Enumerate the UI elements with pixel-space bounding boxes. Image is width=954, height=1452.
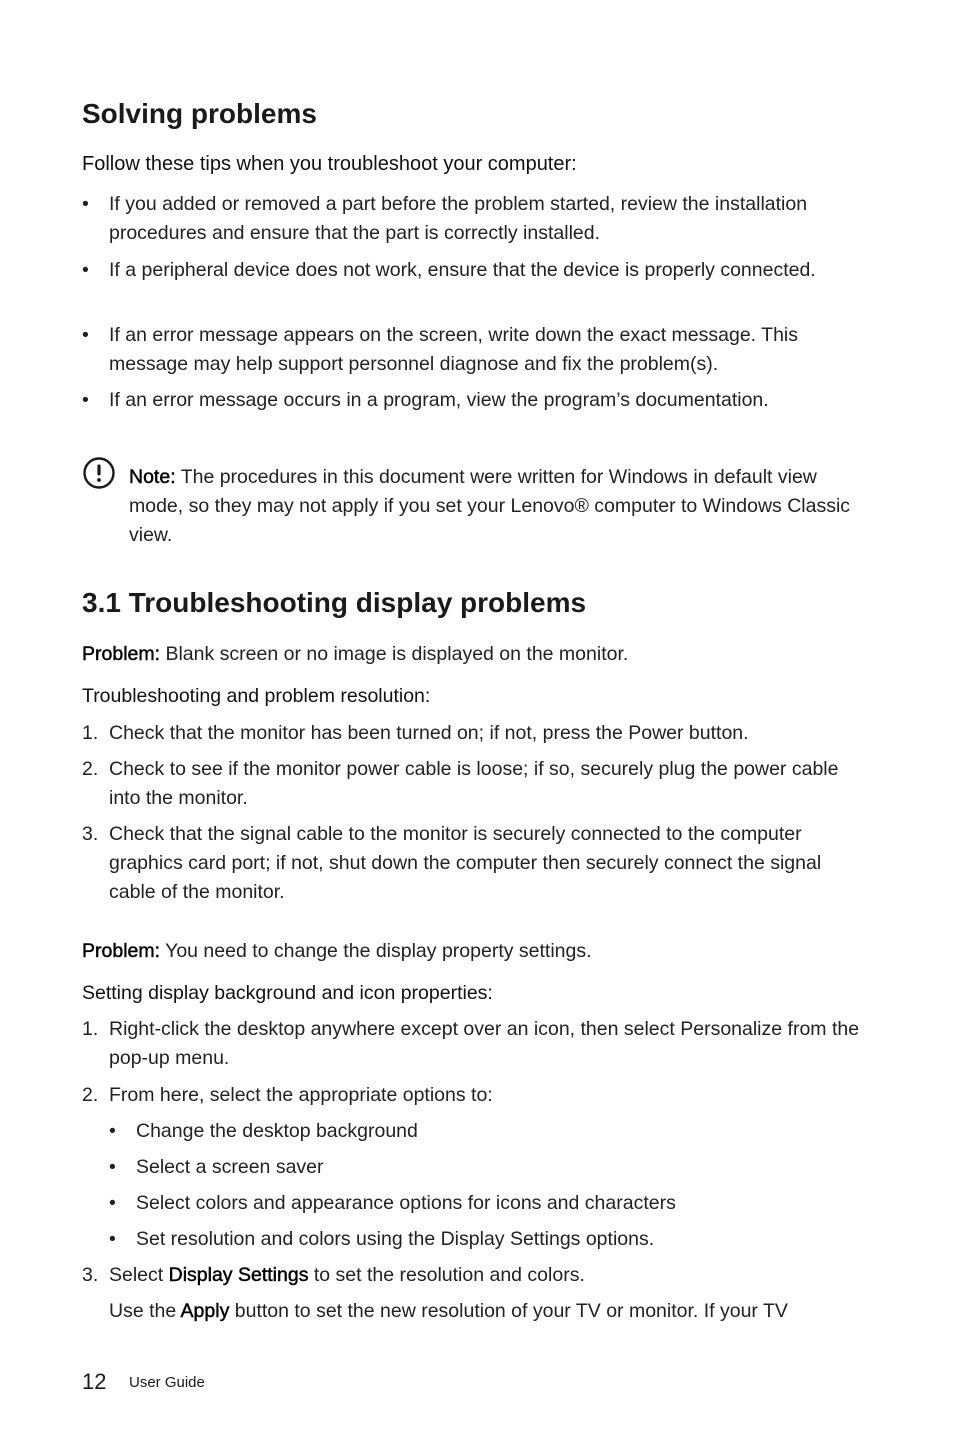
section-title: Solving problems — [82, 98, 317, 129]
tip-text: If an error message occurs in a program, view the program’s documentation. — [109, 389, 769, 411]
subsection-title: 3.1 Troubleshooting display problems — [82, 587, 587, 618]
bullet: • — [82, 193, 89, 215]
bullet: • — [82, 324, 89, 346]
option-text: Set resolution and colors using the Display Settings options. — [136, 1228, 655, 1250]
list-item — [82, 1261, 872, 1290]
tip-text: If you added or removed a part before the problem started, review the installation procedures and ensure that the part is correctly installed. — [109, 193, 808, 244]
list-item — [109, 1225, 869, 1254]
option-text: Select a screen saver — [136, 1156, 324, 1178]
list-item — [109, 1153, 869, 1182]
list-item — [109, 1189, 869, 1218]
bullet: • — [109, 1120, 116, 1142]
list-item — [109, 1117, 869, 1146]
step-number: 2. — [82, 1084, 99, 1106]
bullet: • — [109, 1228, 116, 1250]
problem-label: Problem: — [82, 643, 161, 665]
page-number: 12 — [82, 1369, 107, 1394]
step-number: 2. — [82, 758, 99, 780]
bullet: • — [109, 1192, 116, 1214]
list-item — [82, 820, 872, 907]
step3-suffix: to set the resolution and colors. — [313, 1264, 585, 1286]
note-label: Note: — [129, 466, 176, 488]
footer-label: User Guide — [129, 1374, 205, 1391]
problem-label: Problem: — [82, 940, 161, 962]
bullet: • — [109, 1156, 116, 1178]
step-text: From here, select the appropriate options to: — [109, 1084, 493, 1106]
step-number: 1. — [82, 1018, 99, 1040]
step-text: Right-click the desktop anywhere except over an icon, then select Personalize from the pop-up menu. — [109, 1018, 860, 1069]
alert-circle-icon — [82, 456, 116, 490]
option-text: Select colors and appearance options for icons and characters — [136, 1192, 676, 1214]
step3-prefix: Select — [109, 1264, 164, 1286]
step-number: 3. — [82, 1264, 99, 1286]
apply-paragraph — [109, 1297, 889, 1326]
step-text: Check to see if the monitor power cable is loose; if so, securely plug the power cable into the monitor. — [109, 758, 839, 809]
apply-prefix: Use the — [109, 1300, 177, 1322]
list-item — [82, 386, 872, 415]
settings-heading: Setting display background and icon properties: — [82, 982, 493, 1004]
note-text: The procedures in this document were written for Windows in default view mode, so they may not apply if you set your Lenovo® computer to Windows Classic view. — [129, 466, 851, 546]
bullet: • — [82, 259, 89, 281]
step-number: 1. — [82, 722, 99, 744]
step-text: Check that the signal cable to the monitor is securely connected to the computer graphics card port; if not, shut down the computer then securely connect the signal cable of the monitor. — [109, 823, 822, 903]
step-text: Check that the monitor has been turned on; if not, press the Power button. — [109, 722, 749, 744]
step-number: 3. — [82, 823, 99, 845]
tip-text: If a peripheral device does not work, ensure that the device is properly connected. — [109, 259, 816, 281]
resolution-heading: Troubleshooting and problem resolution: — [82, 685, 431, 707]
problem-2 — [82, 937, 592, 966]
option-text: Change the desktop background — [136, 1120, 418, 1142]
list-item — [82, 719, 872, 748]
step3-bold: Display Settings — [168, 1264, 309, 1286]
apply-bold: Apply — [180, 1300, 230, 1322]
problem-1 — [82, 640, 628, 669]
problem-text: You need to change the display property settings. — [165, 940, 592, 962]
problem-text: Blank screen or no image is displayed on the monitor. — [165, 643, 629, 665]
tip-text: If an error message appears on the screen, write down the exact message. This message may help support personnel diagnose and fix the problem(s). — [109, 324, 798, 375]
bullet: • — [82, 389, 89, 411]
list-item — [82, 256, 872, 285]
step-text — [109, 1261, 872, 1290]
list-item — [82, 1081, 872, 1110]
tips-heading: Follow these tips when you troubleshoot your computer: — [82, 153, 577, 175]
list-item — [82, 321, 872, 379]
list-item — [82, 190, 872, 248]
list-item — [82, 1015, 872, 1073]
apply-suffix: button to set the new resolution of your TV or monitor. If your TV — [234, 1300, 788, 1322]
note — [129, 463, 864, 550]
list-item — [82, 755, 872, 813]
